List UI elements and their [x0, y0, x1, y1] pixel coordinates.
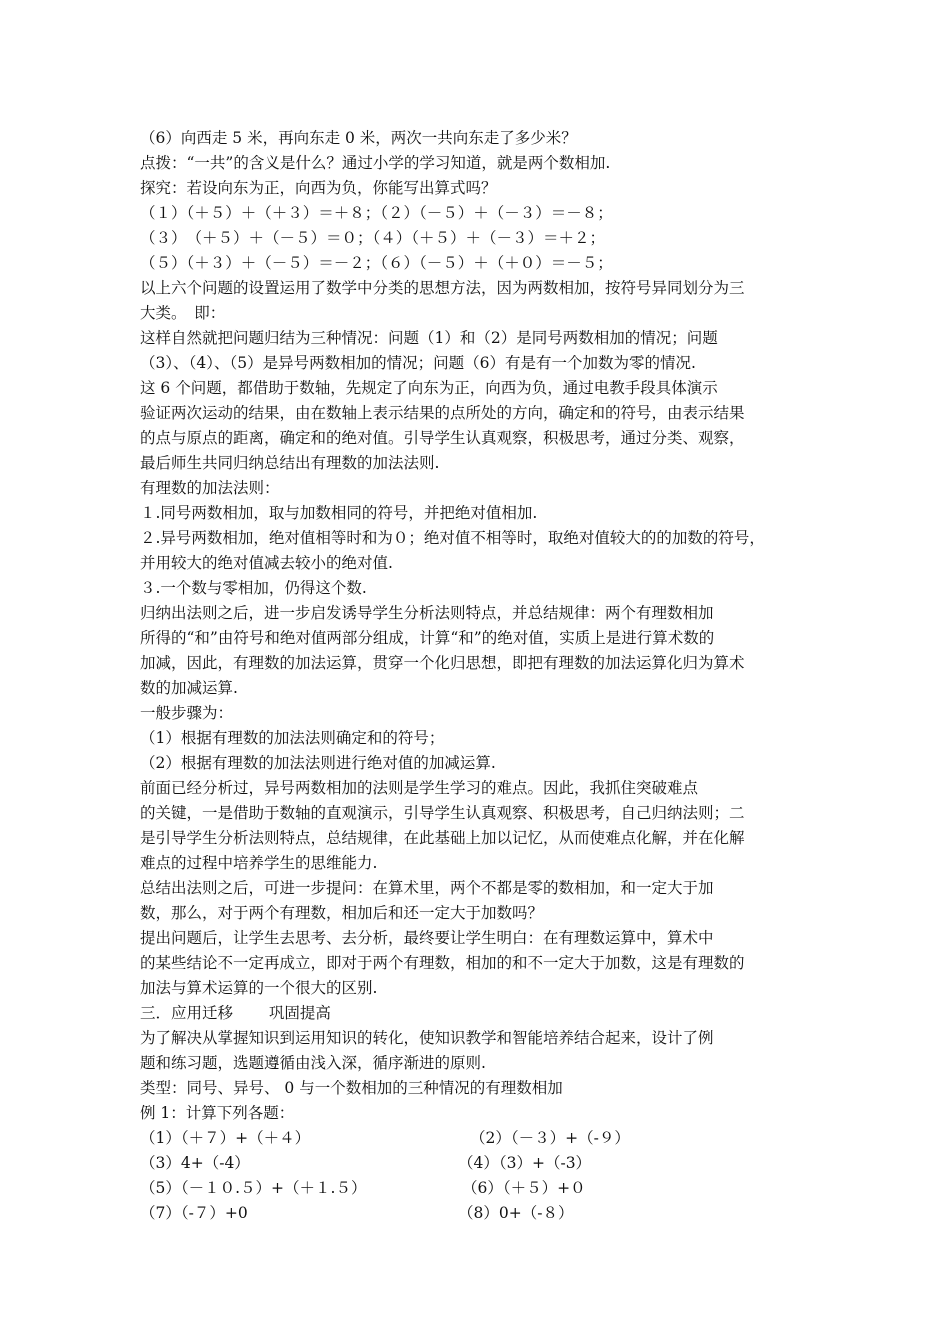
text-line: ２.异号两数相加，绝对值相等时和为０；绝对值不相等时，取绝对值较大的的加数的符号， — [140, 529, 765, 547]
text-line: 题和练习题，选题遵循由浅入深，循序渐进的原则. — [140, 1054, 486, 1072]
text-line: 最后师生共同归纳总结出有理数的加法法则. — [140, 454, 440, 472]
text-line: 验证两次运动的结果，由在数轴上表示结果的点所处的方向，确定和的符号，由表示结果 — [140, 404, 745, 422]
text-line: 并用较大的绝对值减去较小的绝对值. — [140, 554, 393, 572]
text-line: 探究：若设向东为正，向西为负，你能写出算式吗？ — [140, 179, 497, 197]
exercise-item: （6）（＋５）+０ — [462, 1179, 586, 1197]
text-line: 所得的“和”由符号和绝对值两部分组成，计算“和”的绝对值，实质上是进行算术数的 — [140, 629, 715, 647]
text-line: （1）根据有理数的加法法则确定和的符号； — [140, 729, 445, 747]
text-line: 的关键，一是借助于数轴的直观演示，引导学生认真观察、积极思考，自己归纳法则；二 — [140, 804, 745, 822]
text-line: 一般步骤为： — [140, 704, 234, 722]
text-line: （6）向西走 5 米，再向东走 0 米，两次一共向东走了多少米？ — [140, 129, 577, 147]
exercise-item: （4）（3）+（-3） — [458, 1154, 592, 1172]
text-line: （3）、（4）、（5）是异号两数相加的情况；问题（6）有是有一个加数为零的情况. — [140, 354, 696, 372]
text-line: （５）（＋３）＋（－５）＝－２；（６）（－５）＋（＋０）＝－５； — [140, 254, 613, 272]
text-line: 的点与原点的距离，确定和的绝对值。引导学生认真观察，积极思考，通过分类、观察， — [140, 429, 745, 447]
exercise-item: （1）（＋７）+（＋４） — [140, 1129, 311, 1147]
text-line: 这样自然就把问题归结为三种情况：问题（1）和（2）是同号两数相加的情况；问题 — [140, 329, 718, 347]
text-line: 数，那么，对于两个有理数，相加后和还一定大于加数吗？ — [140, 904, 544, 922]
exercise-item: （8）0+（-８） — [458, 1204, 574, 1222]
text-line: 类型：同号、异号、 0 与一个数相加的三种情况的有理数相加 — [140, 1079, 563, 1097]
text-line: 为了解决从掌握知识到运用知识的转化，使知识教学和智能培养结合起来，设计了例 — [140, 1029, 714, 1047]
text-line: 有理数的加法法则： — [140, 479, 280, 497]
section-heading: 三．应用迁移 巩固提高 — [140, 1004, 331, 1022]
text-line: 是引导学生分析法则特点，总结规律，在此基础上加以记忆，从而使难点化解，并在化解 — [140, 829, 745, 847]
exercise-item: （5）（－１０.５）+（＋１.５） — [140, 1179, 367, 1197]
text-line: 点拨：“一共”的含义是什么？通过小学的学习知道，就是两个数相加. — [140, 154, 611, 172]
text-line: （１）（＋５）＋（＋３）＝＋８；（２）（－５）＋（－３）＝－８； — [140, 204, 613, 222]
text-line: １.同号两数相加，取与加数相同的符号，并把绝对值相加. — [140, 504, 538, 522]
text-line: 前面已经分析过，异号两数相加的法则是学生学习的难点。因此，我抓住突破难点 — [140, 779, 699, 797]
text-line: 例 1：计算下列各题： — [140, 1104, 295, 1122]
text-line: 加减，因此，有理数的加法运算，贯穿一个化归思想，即把有理数的加法运算化归为算术 — [140, 654, 745, 672]
text-line: 大类。 即： — [140, 304, 226, 322]
text-line: （2）根据有理数的加法法则进行绝对值的加减运算. — [140, 754, 496, 772]
exercise-item: （7）（-７）+0 — [140, 1204, 248, 1222]
text-line: 以上六个问题的设置运用了数学中分类的思想方法，因为两数相加，按符号异同划分为三 — [140, 279, 745, 297]
text-line: （３） （＋５）＋（－５）＝０；（４）（＋５）＋（－３）＝＋２； — [140, 229, 606, 247]
text-line: 提出问题后，让学生去思考、去分析，最终要让学生明白：在有理数运算中，算术中 — [140, 929, 714, 947]
text-line: 数的加减运算. — [140, 679, 238, 697]
text-line: 难点的过程中培养学生的思维能力. — [140, 854, 378, 872]
text-line: ３.一个数与零相加，仍得这个数. — [140, 579, 367, 597]
text-line: 的某些结论不一定再成立，即对于两个有理数，相加的和不一定大于加数，这是有理数的 — [140, 954, 745, 972]
exercise-item: （2）（－３）+（-９） — [470, 1129, 630, 1147]
text-line: 这 6 个问题，都借助于数轴，先规定了向东为正，向西为负，通过电教手段具体演示 — [140, 379, 718, 397]
text-line: 加法与算术运算的一个很大的区别. — [140, 979, 378, 997]
exercise-item: （3）4+（-4） — [140, 1154, 250, 1172]
text-line: 归纳出法则之后，进一步启发诱导学生分析法则特点，并总结规律：两个有理数相加 — [140, 604, 714, 622]
text-line: 总结出法则之后，可进一步提问：在算术里，两个不都是零的数相加，和一定大于加 — [140, 879, 714, 897]
